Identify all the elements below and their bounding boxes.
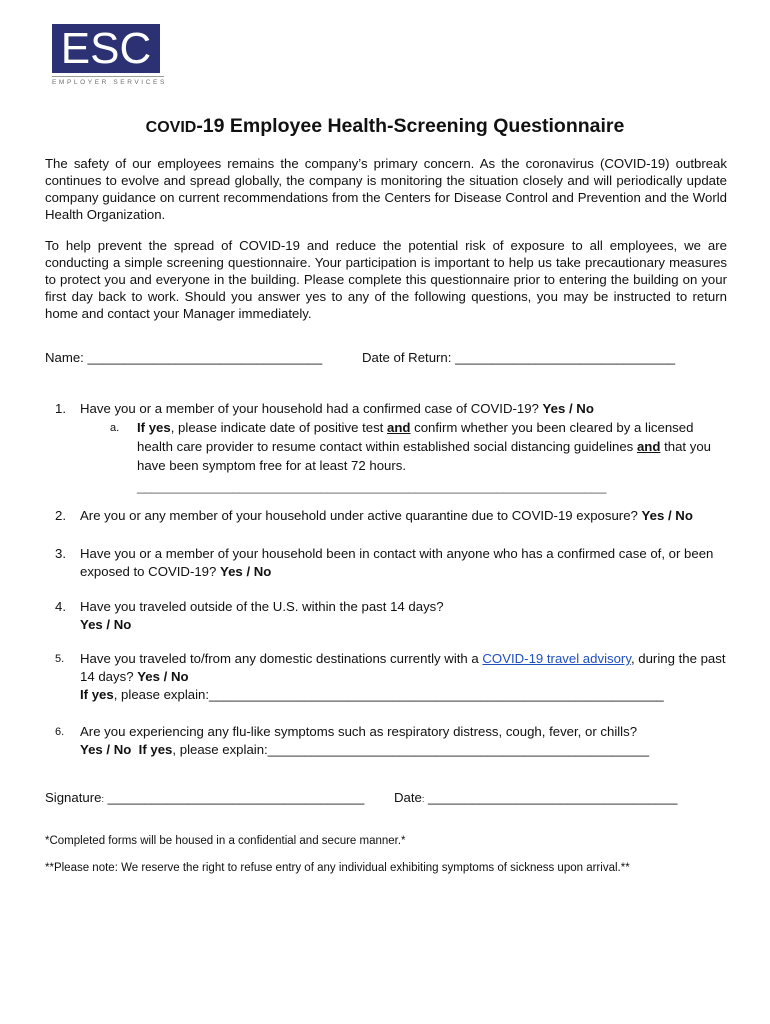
intro-paragraph-1: The safety of our employees remains the company’s primary concern. As the coronavirus (COVID-19) outbreak continues to evolve and spread globally, the company is monitoring the situation closely and will periodically update company guidance on current recommendations from the Centers for Disease Control and Prevention and the World Health Organization. [45,156,727,222]
question-2-text: Are you or any member of your household under active quarantine due to COVID-19 exposure? [80,508,638,523]
intro-paragraph-2: To help prevent the spread of COVID-19 and reduce the potential risk of exposure to all employees, we are conducting a simple screening questionnaire. Your participation is important to help us take precautionary measures to protect you and everyone in the building. Please complete this questionnaire prior to entering the building on your first day back to work. Should you answer yes to any of the following questions, you may be instructed to return home and contact your Manager immediately. [45,238,727,321]
question-1: 1. Have you or a member of your household had a confirmed case of COVID-19? Yes / No [55,401,594,416]
yes-option[interactable]: Yes [80,742,103,757]
return-date-line[interactable]: ______________________________ [455,350,676,365]
no-option[interactable]: No [675,508,693,523]
question-6-explain-line[interactable]: ____________________________________________________ [267,742,650,757]
no-option[interactable]: No [576,401,594,416]
yes-option[interactable]: Yes [220,564,243,579]
date-label: Date [394,790,422,805]
no-option[interactable]: No [253,564,272,579]
name-label: Name: [45,350,84,365]
name-field[interactable] [45,350,322,365]
logo-subtitle: EMPLOYER SERVICES [52,76,164,86]
question-6-text: Are you experiencing any flu-like symptoms such as respiratory distress, cough, fever, or chills? [80,724,638,739]
question-6: 6. Are you experiencing any flu-like symptoms such as respiratory distress, cough, fever, or chills? Yes / No If yes, please explain:____________________________________________________ [55,724,650,757]
yes-option[interactable]: Yes [641,508,665,523]
question-1a: a. If yes, please indicate date of positive test and confirm whether you been cleared by a licensed health care provider to resume contact within established social distancing guidelines and that you have been symptom free for at least 72 hours. ________________________________________________________________ [110,418,730,496]
signature-label: Signature [45,790,102,805]
confidentiality-note: *Completed forms will be housed in a confidential and secure manner.* [45,835,406,847]
question-2: 2. Are you or any member of your household under active quarantine due to COVID-19 exposure? Yes / No [55,508,693,523]
yes-option[interactable]: Yes [80,617,103,632]
question-4-text: Have you traveled outside of the U.S. within the past 14 days? [80,599,444,614]
question-5: 5. Have you traveled to/from any domestic destinations currently with a COVID-19 travel advisory, during the past 14 days? Yes / No If yes, please explain:______________________________________________________________ [55,651,726,702]
name-line[interactable]: ________________________________ [87,350,323,365]
question-4: 4. Have you traveled outside of the U.S. within the past 14 days? Yes / No [55,599,444,632]
return-date-field[interactable] [362,350,675,365]
question-3: 3. Have you or a member of your household been in contact with anyone who has a confirmed case of, or been exposed to COVID-19? Yes / No [55,546,714,579]
signature-line[interactable]: ___________________________________ [103,790,365,805]
page-title: COVID-19 Employee Health-Screening Questionnaire [145,115,625,137]
company-logo [52,24,167,86]
question-3-text: Have you or a member of your household been in contact with anyone who has a confirmed case of, or been exposed to COVID-19? [80,546,714,579]
logo-mark: ESC [52,24,160,73]
no-option[interactable]: No [113,617,132,632]
date-line[interactable]: __________________________________ [424,790,678,805]
yes-option[interactable]: Yes [542,401,566,416]
date-field[interactable]: Date: __________________________________ [394,790,678,805]
no-option[interactable]: No [170,669,189,684]
question-1-text: Have you or a member of your household had a confirmed case of COVID-19? [80,401,539,416]
yes-option[interactable]: Yes [137,669,160,684]
question-1a-answer-line[interactable]: ________________________________________________________________ [137,479,607,494]
signature-field[interactable]: Signature: ___________________________________ [45,790,365,805]
return-date-label: Date of Return: [362,350,452,365]
question-5-explain-line[interactable]: ______________________________________________________________ [209,687,664,702]
refusal-note: **Please note: We reserve the right to refuse entry of any individual exhibiting symptoms of sickness upon arrival.** [45,862,630,874]
travel-advisory-link[interactable]: COVID-19 travel advisory [482,651,631,666]
no-option[interactable]: No [113,742,132,757]
